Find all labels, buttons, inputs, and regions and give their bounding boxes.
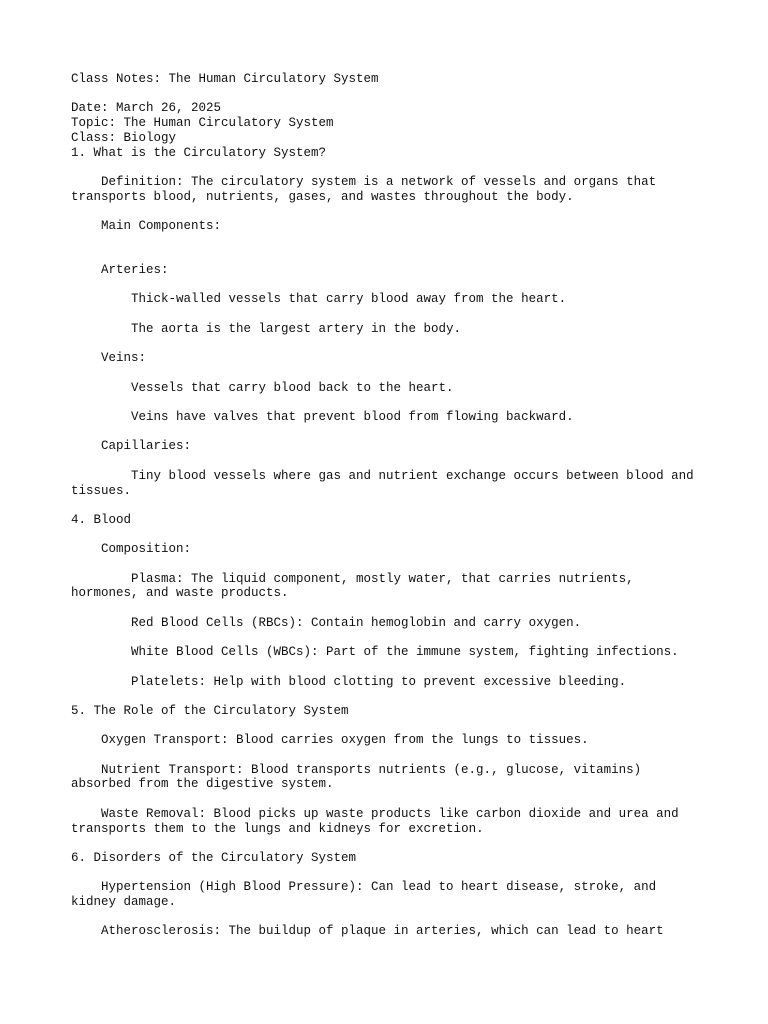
document-page (71, 72, 701, 939)
date-line: Date: March 26, 2025 (71, 101, 222, 116)
veins-item-2: Veins have valves that prevent blood from flowing backward. (131, 410, 574, 425)
rbc-item: Red Blood Cells (RBCs): Contain hemoglobin and carry oxygen. (131, 615, 582, 630)
section-5-heading: 5. The Role of the Circulatory System (71, 703, 349, 718)
arteries-item-1: Thick-walled vessels that carry blood away from the heart. (131, 292, 567, 307)
section-4-heading: 4. Blood (71, 512, 132, 527)
nutrient-transport-item: Nutrient Transport: Blood transports nutrients (e.g., glucose, vitamins) absorbed from the digestive system. (71, 762, 642, 792)
wbc-item: White Blood Cells (WBCs): Part of the immune system, fighting infections. (131, 645, 679, 660)
plasma-item: Plasma: The liquid component, mostly water, that carries nutrients, hormones, and waste products. (71, 571, 634, 601)
waste-removal-item: Waste Removal: Blood picks up waste products like carbon dioxide and urea and transports them to the lungs and kidneys for excretion. (71, 806, 679, 836)
topic-line: Topic: The Human Circulatory System (71, 116, 334, 131)
class-line: Class: Biology (71, 130, 177, 145)
capillaries-label: Capillaries: (101, 439, 192, 454)
oxygen-transport-item: Oxygen Transport: Blood carries oxygen from the lungs to tissues. (101, 733, 589, 748)
document-title: Class Notes: The Human Circulatory System (71, 72, 379, 86)
arteries-item-2: The aorta is the largest artery in the body. (131, 321, 462, 336)
arteries-label: Arteries: (101, 263, 169, 278)
veins-item-1: Vessels that carry blood back to the heart. (131, 380, 454, 395)
composition-label: Composition: (101, 542, 192, 557)
section-1-heading: 1. What is the Circulatory System? (71, 145, 327, 160)
definition-paragraph: Definition: The circulatory system is a network of vessels and organs that transports blood, nutrients, gases, and wastes throughout the body. (71, 174, 657, 204)
main-components-label: Main Components: (101, 218, 222, 233)
hypertension-item: Hypertension (High Blood Pressure): Can lead to heart disease, stroke, and kidney damage. (71, 880, 657, 910)
atherosclerosis-item: Atherosclerosis: The buildup of plaque in arteries, which can lead to heart (101, 924, 664, 939)
section-6-heading: 6. Disorders of the Circulatory System (71, 850, 357, 865)
platelets-item: Platelets: Help with blood clotting to prevent excessive bleeding. (131, 674, 627, 689)
capillaries-item-1: Tiny blood vessels where gas and nutrient exchange occurs between blood and tissues. (71, 468, 694, 498)
veins-label: Veins: (101, 351, 147, 366)
